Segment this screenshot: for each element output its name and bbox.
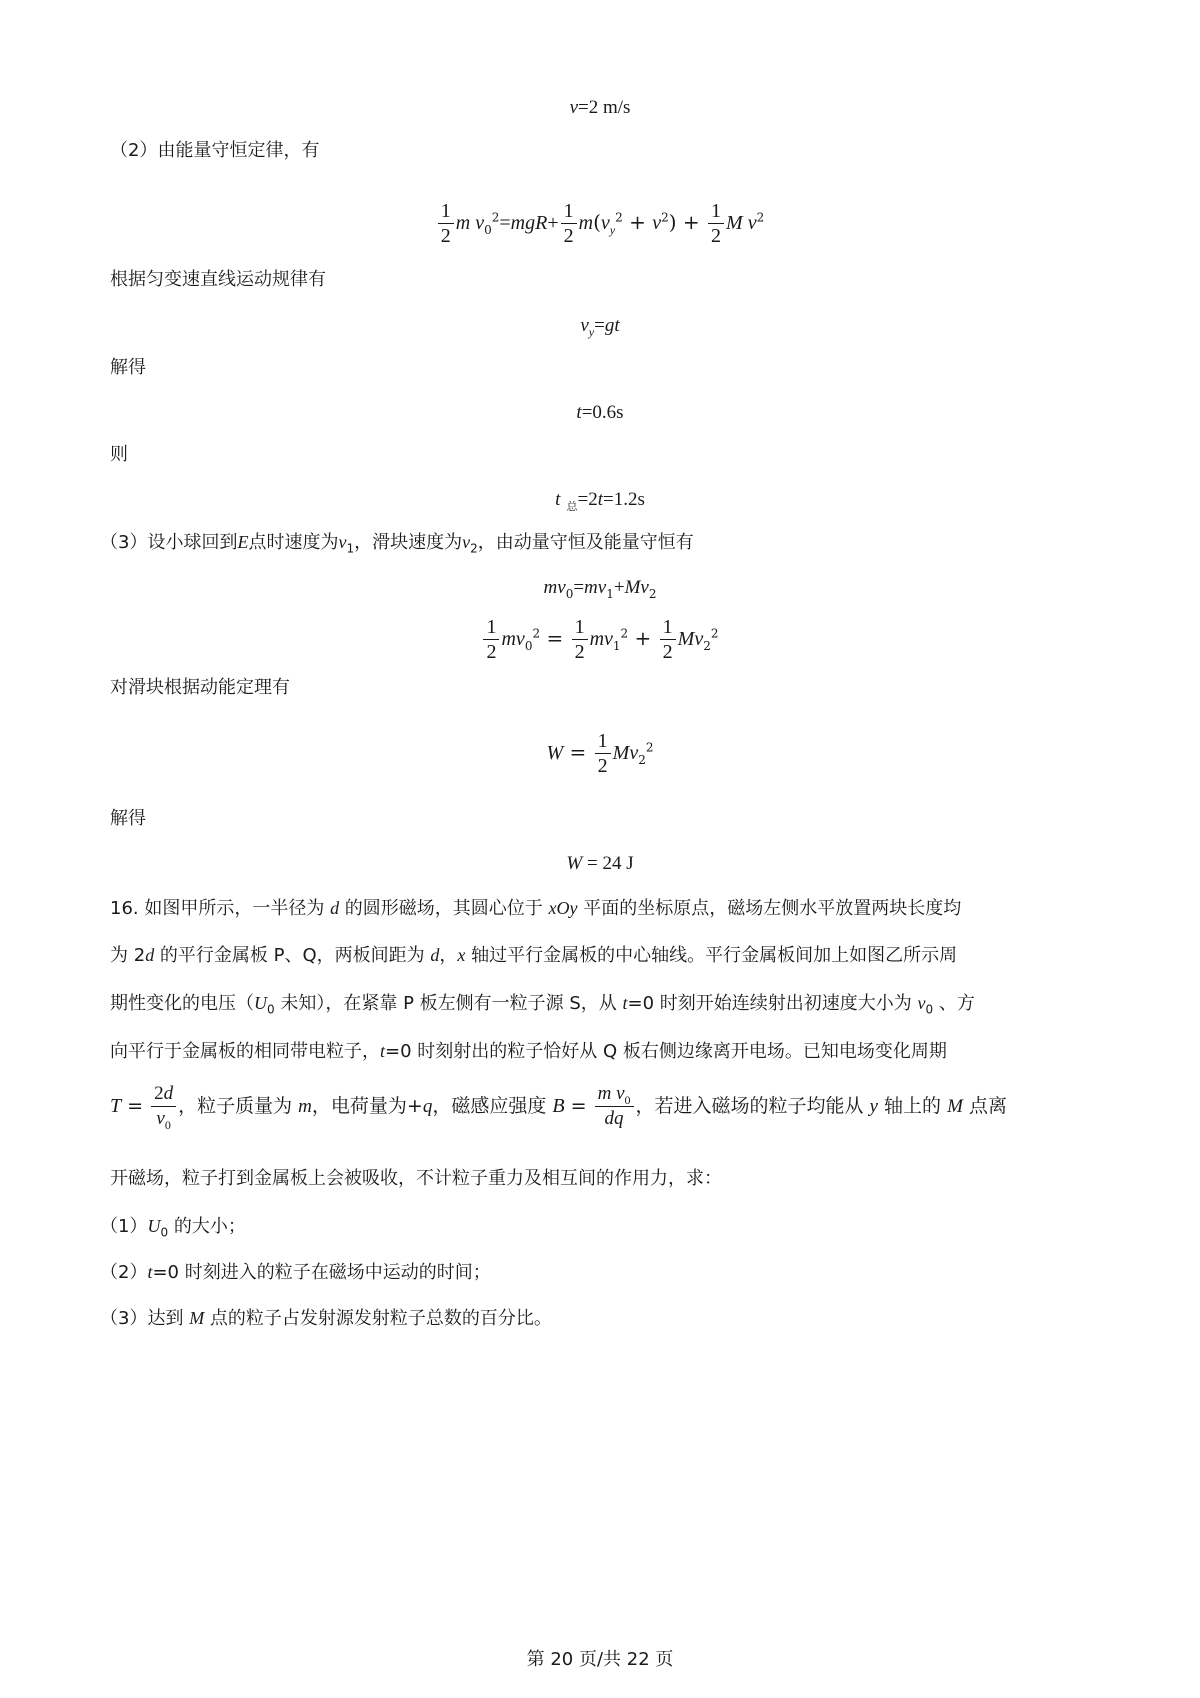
q16-paragraph-line6: 开磁场，粒子打到金属板上会被吸收，不计粒子重力及相互间的作用力，求： (110, 1168, 722, 1189)
q16-paragraph-line1: 16. 如图甲所示，一半径为 d 的圆形磁场，其圆心位于 xOy 平面的坐标原点，磁场左侧水平放置两块长度均 (110, 898, 962, 919)
text-kinetic-theorem: 对滑块根据动能定理有 (110, 677, 290, 698)
q16-subquestion-3: （3）达到 M 点的粒子占发射源发射粒子总数的百分比。 (100, 1308, 552, 1329)
text-solve-1: 解得 (110, 357, 146, 378)
q16-text-mass-charge: ，粒子质量为 m，电荷量为+q，磁感应强度 (178, 1095, 553, 1117)
text-solve-2: 解得 (110, 808, 146, 829)
q16-paragraph-line4: 向平行于金属板的相同带电粒子，t=0 时刻射出的粒子恰好从 Q 板右侧边缘离开电场。已知电场变化周期 (110, 1041, 947, 1062)
equation-momentum: $mv_0=mv_1+Mv_2$ (543, 577, 657, 601)
page-footer: 第 20 页/共 22 页 (526, 1649, 674, 1670)
text-step2: （2）由能量守恒定律，有 (110, 140, 320, 161)
equation-work-result: W = 24 J (566, 853, 634, 874)
q16-text-exit-m: ，若进入磁场的粒子均能从 y 轴上的 M 点离 (635, 1095, 1007, 1117)
text-uniform-motion: 根据匀变速直线运动规律有 (110, 269, 326, 290)
equation-vy: $v_y=gt$ (580, 315, 620, 339)
q16-paragraph-line3: 期性变化的电压（$U_0$ 未知），在紧靠 P 板左侧有一粒子源 S，从 t=0 时刻开始连续射出初速度大小为 $v_0$ 、方 (110, 993, 975, 1017)
q16-paragraph-line5: T = $\frac{2d}{v_0}$ ，粒子质量为 m，电荷量为+q，磁感应强度 B = $\frac{m v_0}{dq}$ ，若进入磁场的粒子均能从 y 轴上的 M 点离 (110, 1083, 1007, 1132)
equation-energy-2: $\frac{1}{2}$ $mv_0^2$ = $\frac{1}{2}$ $mv_1^2$ + $\frac{1}{2}$ $Mv_2^2$ (0, 608, 1200, 669)
equation-t: t=0.6s (576, 402, 624, 423)
q16-subquestion-1: $(1)U_0$ 的大小； (100, 1216, 246, 1240)
q16-paragraph-line2: 为 2d 的平行金属板 P、Q，两板间距为 d，x 轴过平行金属板的中心轴线。平行金属板间加上如图乙所示周 (110, 945, 958, 966)
equation-energy: $\frac{1}{2}$ m $v_0^2=mgR+$ $\frac{1}{2}$ $m(v_y^2 + v^2)$ + $\frac{1}{2}$ M $v^2$ (0, 192, 1200, 253)
text-step3: （3）设小球回到E点时速度为$v_1$，滑块速度为$v_2$，由动量守恒及能量守恒有 (100, 532, 694, 556)
text-then: 则 (110, 444, 128, 465)
equation-velocity: v=2 m/s (569, 97, 631, 118)
equation-work: W = $\frac{1}{2}$ $Mv_2^2$ (546, 730, 654, 777)
equation-t-total: t $_总$=2t=1.2s (555, 489, 645, 513)
q16-subquestion-2: （2）t=0 时刻进入的粒子在磁场中运动的时间； (100, 1262, 491, 1283)
